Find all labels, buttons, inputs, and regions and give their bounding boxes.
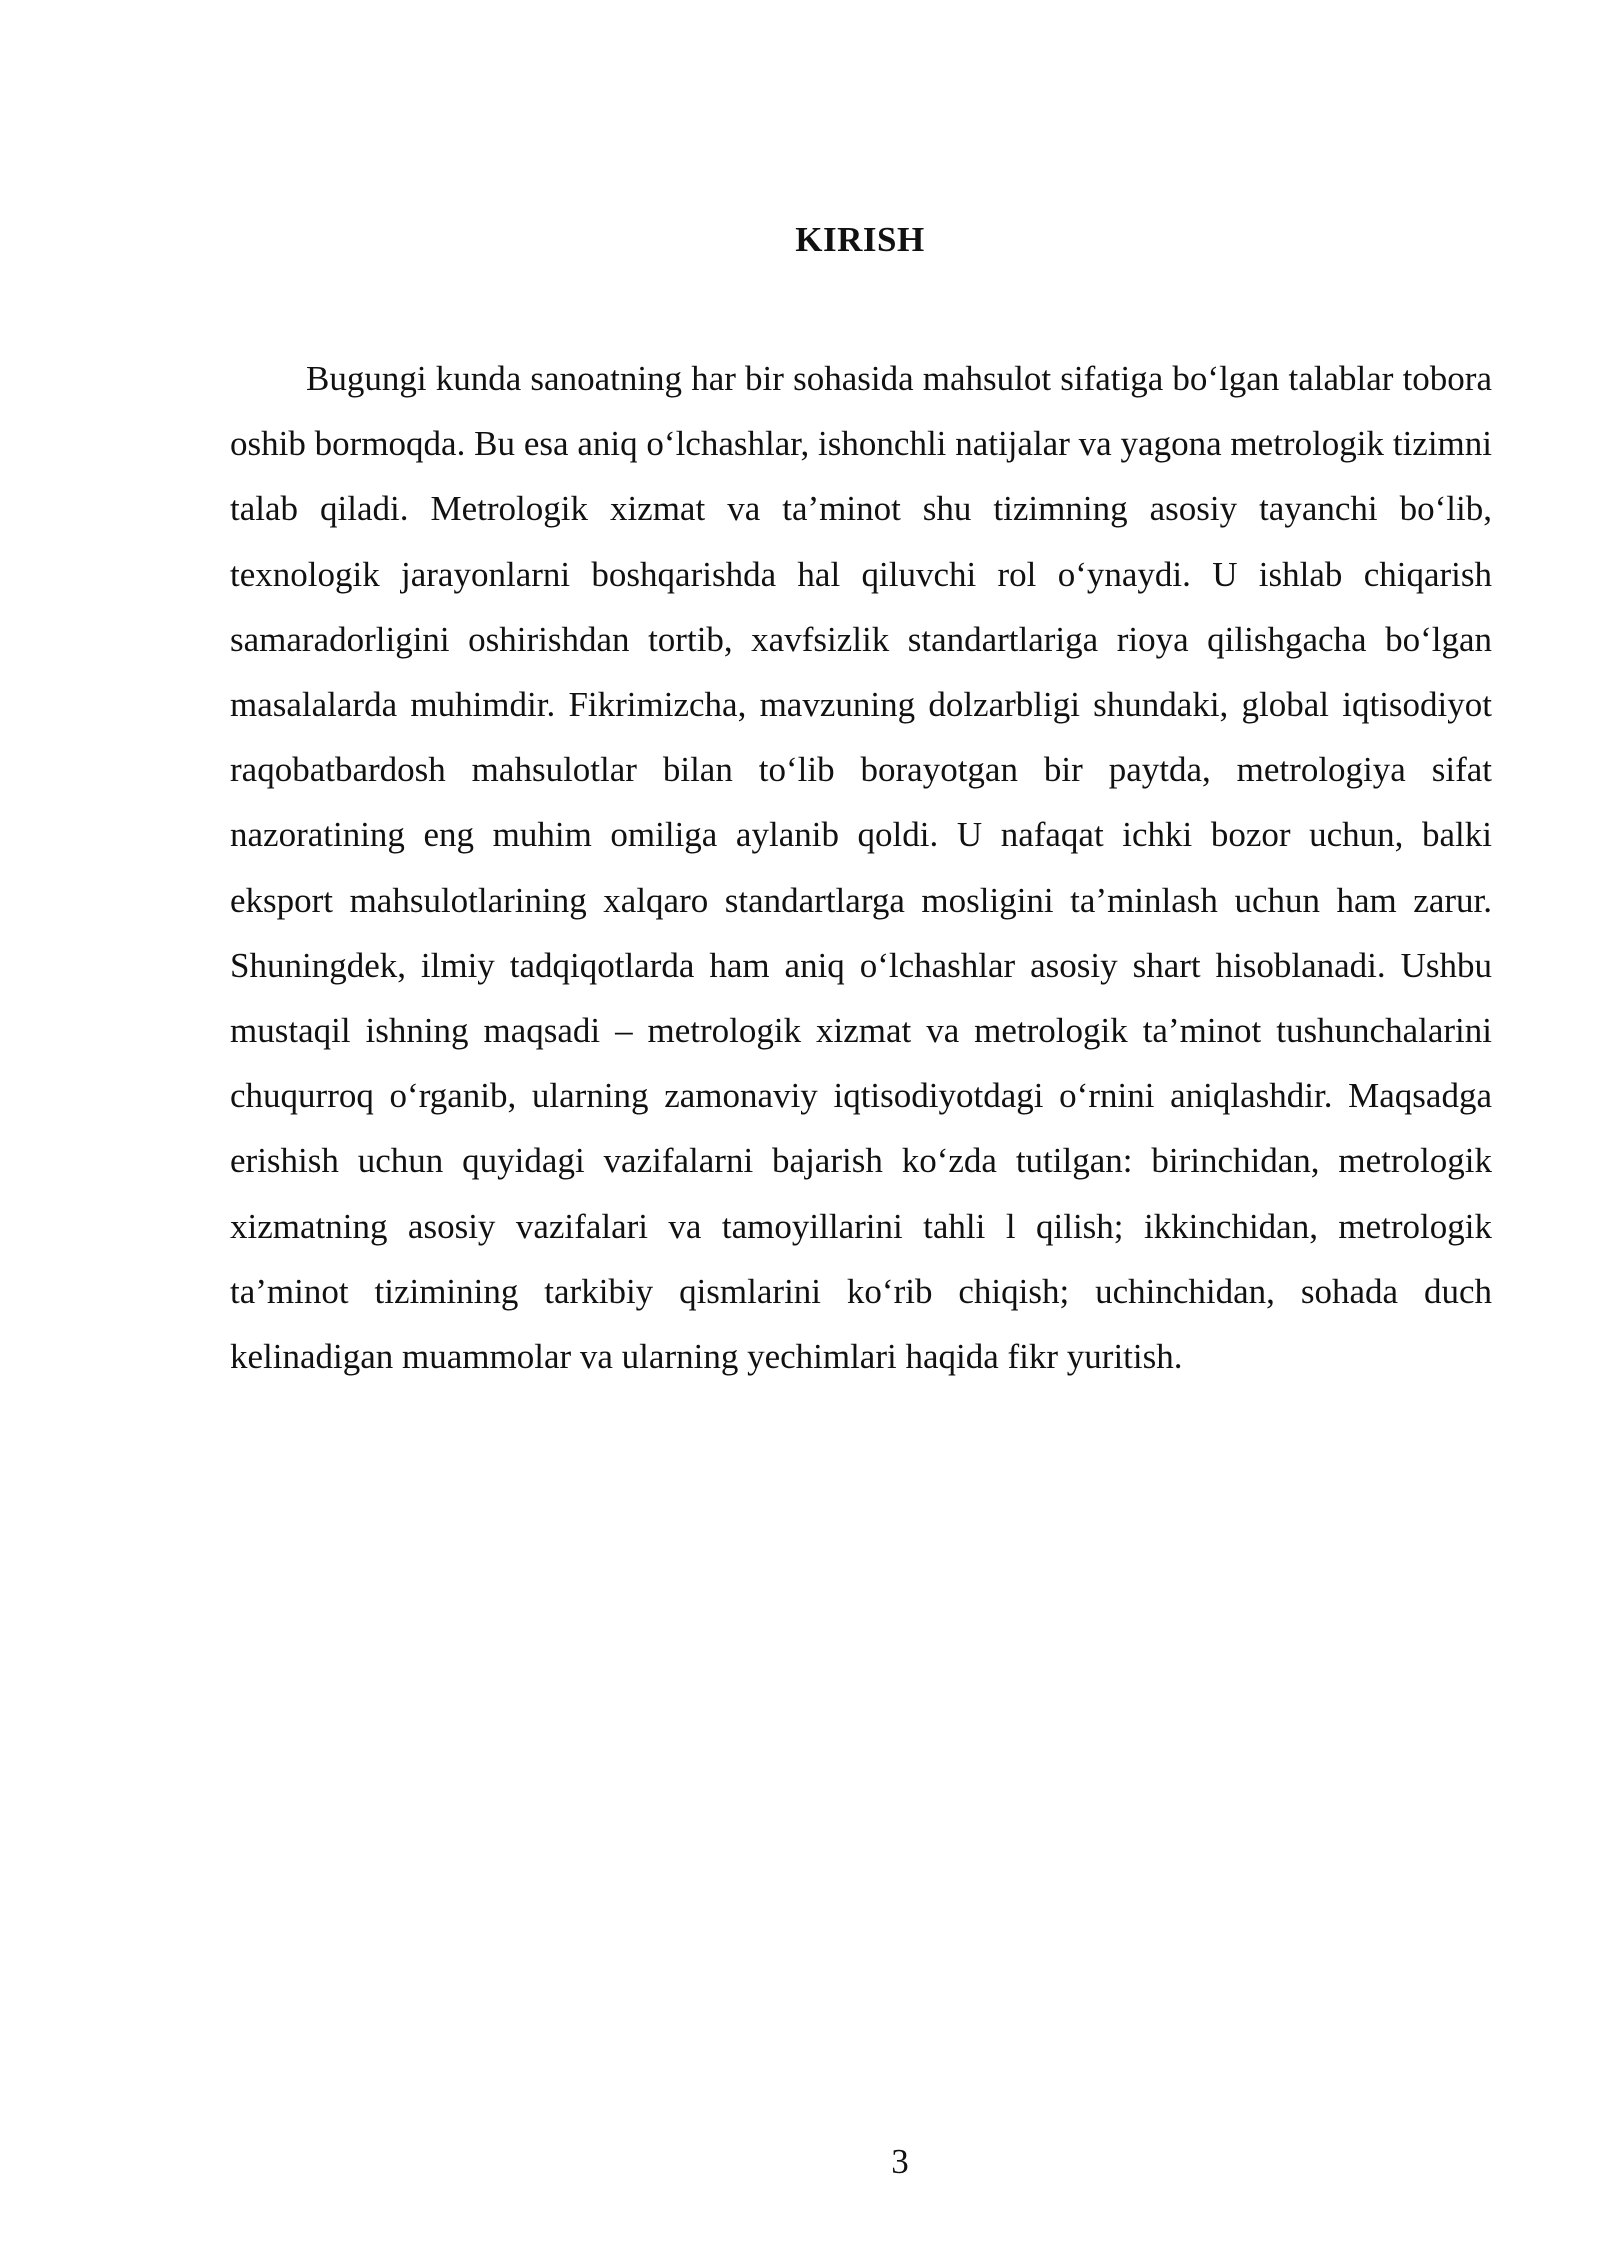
page-title: KIRISH	[795, 220, 925, 259]
page-number: 3	[891, 2142, 909, 2181]
body-paragraph: Bugungi kunda sanoatning har bir sohasida mahsulot sifatiga bo‘lgan talablar tobora oshib bormoqda. Bu esa aniq o‘lchashlar, ishonchli natijalar va yagona metrologik tizimni talab qiladi. Metrologik xizmat va ta’minot shu tizimning asosiy tayanchi bo‘lib, texnologik jarayonlarni boshqarishda hal qiluvchi rol o‘ynaydi. U ishlab chiqarish samaradorligini oshirishdan tortib, xavfsizlik standartlariga rioya qilishgacha bo‘lgan masalalarda muhimdir. Fikrimizcha, mavzuning dolzarbligi shundaki, global iqtisodiyot raqobatbardosh mahsulotlar bilan to‘lib borayotgan bir paytda, metrologiya sifat nazoratining eng muhim omiliga aylanib qoldi. U nafaqat ichki bozor uchun, balki eksport mahsulotlarining xalqaro standartlarga mosligini ta’minlash uchun ham zarur. Shuningdek, ilmiy tadqiqotlarda ham aniq o‘lchashlar asosiy shart hisoblanadi. Ushbu mustaqil ishning maqsadi – metrologik xizmat va metrologik ta’minot tushunchalarini chuqurroq o‘rganib, ularning zamonaviy iqtisodiyotdagi o‘rnini aniqlashdir. Maqsadga erishish uchun quyidagi vazifalarni bajarish ko‘zda tutilgan: birinchidan, metrologik xizmatning asosiy vazifalari va tamoyillarini tahli l qilish; ikkinchidan, metrologik ta’minot tizimining tarkibiy qismlarini ko‘rib chiqish; uchinchidan, sohada duch kelinadigan muammolar va ularning yechimlari haqida fikr yuritish.	[230, 359, 1492, 1377]
